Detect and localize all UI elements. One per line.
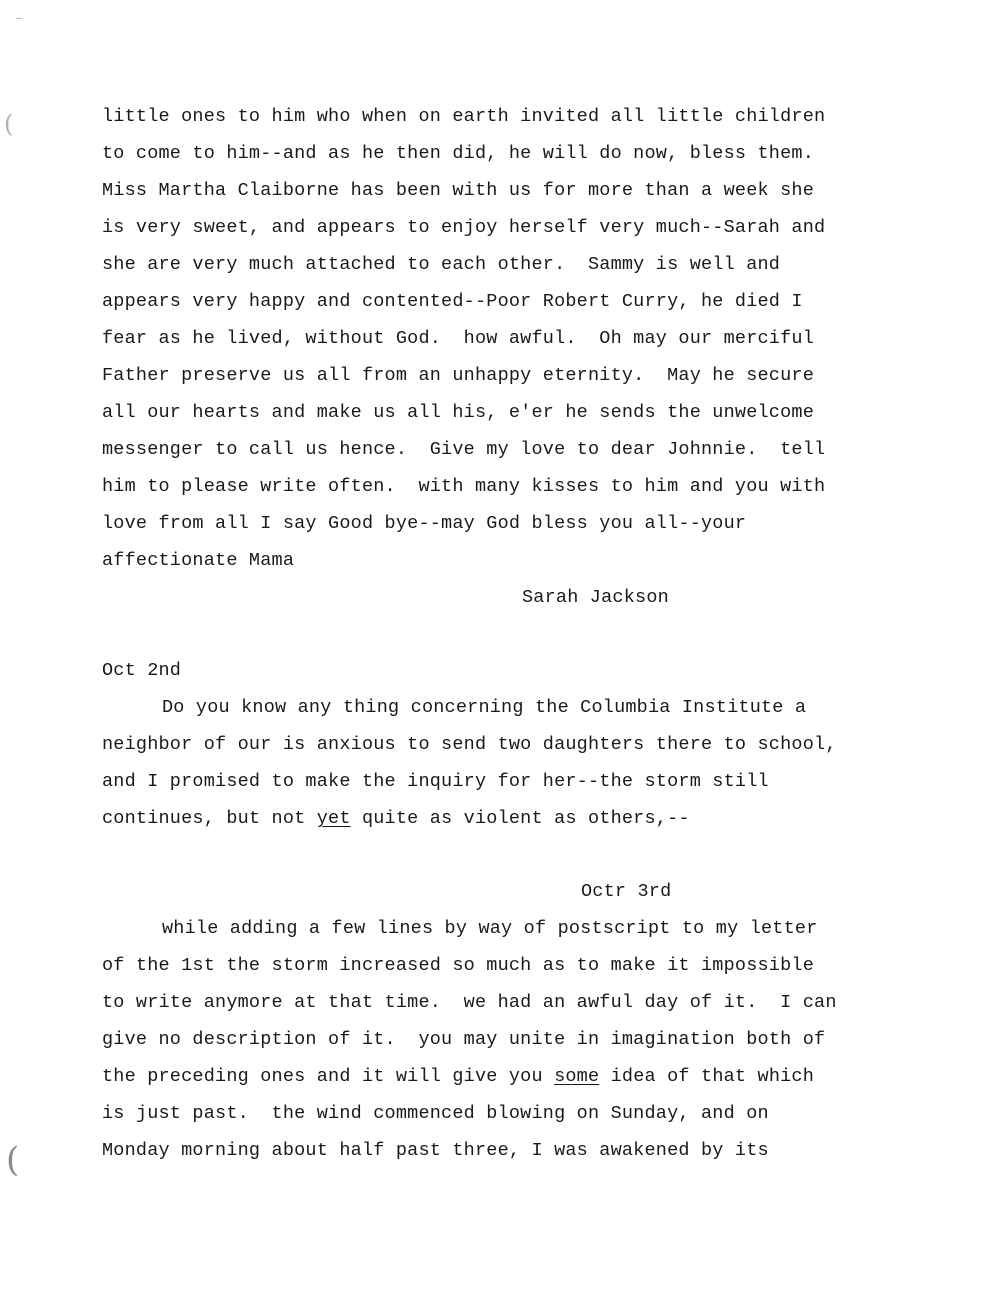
- body-line: appears very happy and contented--Poor Robert Curry, he died I: [102, 291, 803, 312]
- body-line: love from all I say Good bye--may God bless you all--your: [102, 513, 747, 534]
- postscript-line: Monday morning about half past three, I was awakened by its: [102, 1140, 769, 1161]
- underlined-word: some: [554, 1066, 600, 1087]
- body-line: she are very much attached to each other. Sammy is well and: [102, 254, 781, 275]
- scan-mark: [16, 18, 22, 19]
- postscript-line: Do you know any thing concerning the Columbia Institute a: [162, 697, 807, 718]
- postscript-line: of the 1st the storm increased so much as to make it impossible: [102, 955, 815, 976]
- body-line: is very sweet, and appears to enjoy herself very much--Sarah and: [102, 217, 826, 238]
- postscript-line: neighbor of our is anxious to send two daughters there to school,: [102, 734, 837, 755]
- text-run: the preceding ones and it will give you: [102, 1066, 555, 1087]
- text-run: idea of that which: [599, 1066, 815, 1087]
- postscript-line: is just past. the wind commenced blowing on Sunday, and on: [102, 1103, 769, 1124]
- body-line: to come to him--and as he then did, he will do now, bless them.: [102, 143, 815, 164]
- underlined-word: yet: [316, 808, 351, 829]
- postscript-line: give no description of it. you may unite in imagination both of: [102, 1029, 826, 1050]
- postscript-line: [102, 808, 690, 830]
- postscript-date: Octr 3rd: [581, 881, 672, 902]
- body-line: Miss Martha Claiborne has been with us for more than a week she: [102, 180, 815, 201]
- text-run: continues, but not: [102, 808, 317, 829]
- body-line: all our hearts and make us all his, e'er he sends the unwelcome: [102, 402, 815, 423]
- postscript-line: to write anymore at that time. we had an awful day of it. I can: [102, 992, 837, 1013]
- body-line: affectionate Mama: [102, 550, 295, 571]
- body-line: him to please write often. with many kisses to him and you with: [102, 476, 826, 497]
- postscript-line: [102, 1066, 814, 1088]
- body-line: little ones to him who when on earth invited all little children: [102, 106, 826, 127]
- postscript-line: while adding a few lines by way of postscript to my letter: [162, 918, 818, 939]
- text-run: quite as violent as others,--: [350, 808, 690, 829]
- signature: Sarah Jackson: [522, 587, 669, 608]
- body-line: fear as he lived, without God. how awful. Oh may our merciful: [102, 328, 815, 349]
- margin-mark-top: (: [4, 110, 14, 138]
- postscript-line: and I promised to make the inquiry for her--the storm still: [102, 771, 769, 792]
- body-line: messenger to call us hence. Give my love to dear Johnnie. tell: [102, 439, 826, 460]
- margin-mark-bottom: (: [6, 1140, 20, 1180]
- body-line: Father preserve us all from an unhappy eternity. May he secure: [102, 365, 815, 386]
- postscript-date: Oct 2nd: [102, 660, 182, 681]
